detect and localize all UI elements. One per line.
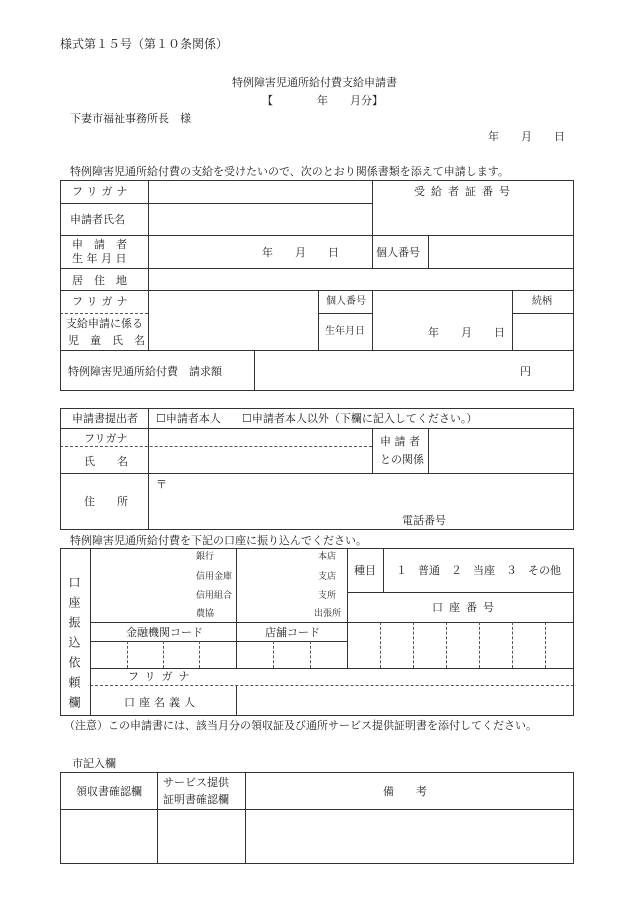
option-self-checkbox[interactable]: ☐申請者本人 <box>156 412 221 425</box>
remarks-label: 備 考 <box>383 785 427 798</box>
submitter-name-label: 氏 名 <box>84 455 128 468</box>
child-personal-number-label: 個人番号 <box>326 296 366 307</box>
intro-text: 特例障害児通所給付費の支給を受けたいので、次のとおり関係書類を添えて申請します。 <box>70 165 509 178</box>
service-cert-label-1: サービス提供 <box>163 776 229 789</box>
applicant-name-field[interactable] <box>152 206 370 233</box>
bank-type-2[interactable]: 信用組合 <box>196 591 233 601</box>
submitter-table <box>60 408 574 530</box>
form-title: 特例障害児通所給付費支給申請書 <box>232 76 397 89</box>
bank-side-label: 口座振込依頼欄 <box>67 576 81 716</box>
personal-number-label: 個人番号 <box>376 246 420 259</box>
submitter-furigana-label: フリガナ <box>84 432 128 445</box>
account-type-options[interactable]: １ 普通 ２ 当座 ３ その他 <box>396 564 561 577</box>
relation-label-2: との関係 <box>380 453 424 466</box>
child-dob-label: 生年月日 <box>325 326 365 337</box>
form-period: 【 年 月分】 <box>262 94 383 107</box>
bank-code-label: 金融機関コード <box>126 626 203 639</box>
branch-type-3[interactable]: 出張所 <box>314 609 342 619</box>
submitter-address-label: 住 所 <box>84 495 128 508</box>
relation-label-1: 申 請 者 <box>380 435 420 448</box>
holder-name-label: 口座名義人 <box>124 696 199 709</box>
child-dob-field[interactable]: 年 月 日 <box>428 326 505 339</box>
application-date[interactable]: 年 月 日 <box>488 130 565 143</box>
recipient-number-field[interactable] <box>374 206 572 233</box>
applicant-dob-label-2: 生 年 月 日 <box>72 252 127 265</box>
furigana-label: フリガナ <box>72 185 132 198</box>
branch-code-label: 店舗コード <box>265 626 320 639</box>
applicant-dob-field[interactable]: 年 月 日 <box>262 246 339 259</box>
relationship-label: 続柄 <box>532 296 552 307</box>
branch-type-1[interactable]: 支店 <box>318 572 337 582</box>
branch-type-2[interactable]: 支所 <box>318 591 337 601</box>
receipt-check-label: 領収書確認欄 <box>76 785 142 798</box>
account-number-label: 口座番号 <box>432 601 500 614</box>
bank-type-3[interactable]: 農協 <box>196 609 215 619</box>
phone-label: 電話番号 <box>402 514 446 527</box>
claim-amount-label: 特例障害児通所給付費 請求額 <box>68 365 222 378</box>
child-name-label-2: 児 童 氏 名 <box>68 334 145 347</box>
address-label: 居 住 地 <box>72 274 127 287</box>
submitter-label: 申請書提出者 <box>72 412 138 425</box>
attachment-note: （注意）この申請書には、該当月分の領収証及び通所サービス提供証明書を添付してください。 <box>64 719 537 732</box>
holder-furigana-label: フリガナ <box>128 670 196 683</box>
applicant-name-label: 申請者氏名 <box>70 213 125 226</box>
yen-unit: 円 <box>520 365 531 378</box>
child-name-label-1: 支給申請に係る <box>66 317 143 330</box>
branch-type-0[interactable]: 本店 <box>318 552 337 562</box>
bank-type-1[interactable]: 信用金庫 <box>196 572 233 582</box>
addressee: 下妻市福祉事務所長 様 <box>70 112 191 125</box>
form-number: 様式第１５号（第１０条関係） <box>60 37 229 51</box>
applicant-dob-label-1: 申 請 者 <box>72 238 127 251</box>
option-other-checkbox[interactable]: ☐申請者本人以外（下欄に記入してください。） <box>242 412 478 425</box>
bank-instruction: 特例障害児通所給付費を下記の口座に振り込んでください。 <box>70 534 367 547</box>
recipient-number-label: 受給者証番号 <box>414 185 516 198</box>
account-type-label: 種目 <box>354 564 376 577</box>
service-cert-label-2: 証明書確認欄 <box>163 793 229 806</box>
postal-mark: 〒 <box>156 478 167 491</box>
child-furigana-label: フリガナ <box>72 295 132 308</box>
bank-type-0[interactable]: 銀行 <box>196 552 215 562</box>
city-section-label: 市記入欄 <box>72 757 116 770</box>
